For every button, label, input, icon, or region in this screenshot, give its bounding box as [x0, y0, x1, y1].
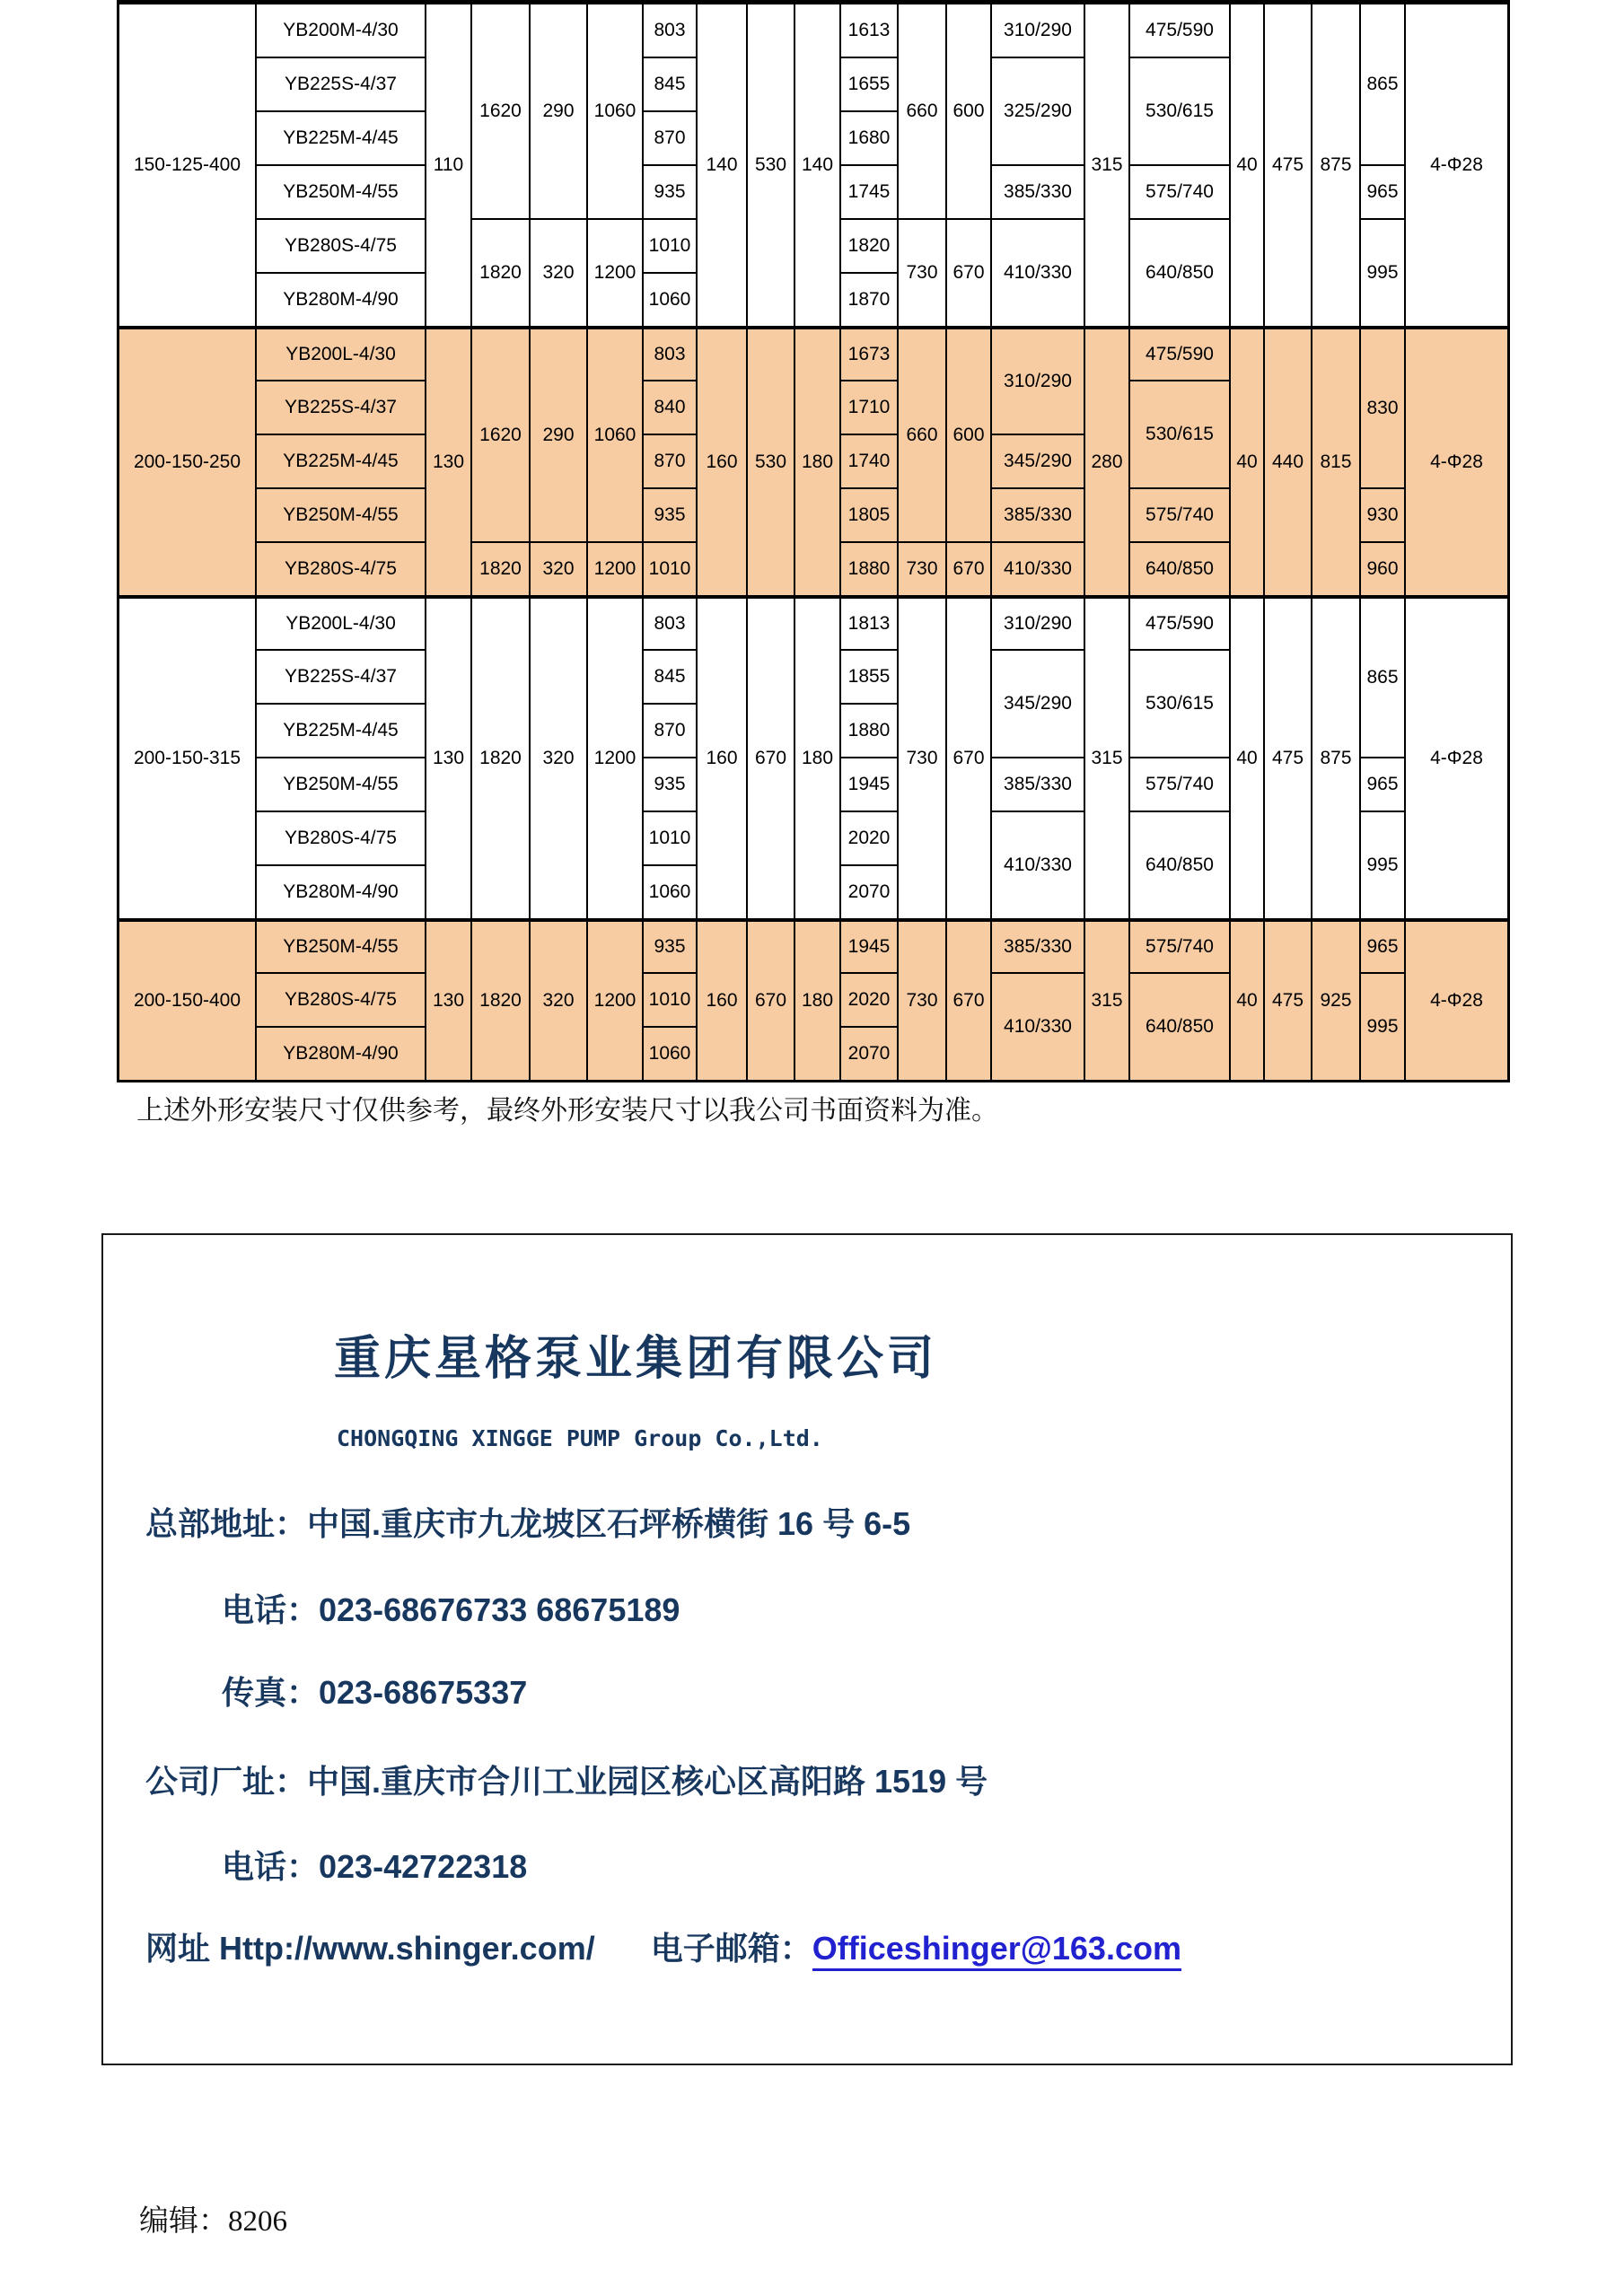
dimension-cell: 130	[426, 597, 470, 918]
dimension-cell: 310/290	[992, 4, 1084, 57]
dimension-cell: 475	[1265, 920, 1311, 1080]
dimension-cell: 180	[795, 597, 839, 918]
dimension-cell: 1200	[588, 920, 642, 1080]
dimension-cell: 1200	[588, 220, 642, 326]
dimension-cell: 140	[698, 4, 746, 326]
pump-model-cell: YB280S-4/75	[257, 974, 425, 1026]
email-link[interactable]: Officeshinger@163.com	[812, 1930, 1181, 1971]
dimension-cell: 965	[1361, 758, 1404, 811]
pump-model-cell: YB200M-4/30	[257, 4, 425, 57]
dimension-cell: 935	[644, 920, 696, 972]
pump-size-cell: 200-150-250	[119, 328, 255, 595]
footnote: 上述外形安装尺寸仅供参考，最终外形安装尺寸以我公司书面资料为准。	[136, 1096, 998, 1126]
dimension-cell: 935	[644, 489, 696, 541]
pump-size-cell: 200-150-315	[119, 597, 255, 918]
dimension-cell: 530	[748, 328, 794, 595]
dimension-cell: 320	[531, 920, 586, 1080]
pump-model-cell: YB250M-4/55	[257, 920, 425, 972]
dimension-cell: 180	[795, 328, 839, 595]
dimension-cell: 670	[947, 220, 990, 326]
dimension-cell: 803	[644, 328, 696, 380]
dimension-cell: 130	[426, 920, 470, 1080]
dimension-cell: 345/290	[992, 435, 1084, 487]
dimension-cell: 530/615	[1130, 58, 1229, 164]
dimension-cell: 40	[1231, 920, 1263, 1080]
dimension-cell: 1613	[841, 4, 897, 57]
dimension-cell: 670	[947, 543, 990, 595]
dimension-cell: 315	[1085, 4, 1128, 326]
dimension-cell: 4-Φ28	[1406, 920, 1507, 1080]
pump-model-cell: YB200L-4/30	[257, 597, 425, 649]
dimension-cell: 1620	[472, 328, 529, 541]
dimension-cell: 4-Φ28	[1406, 4, 1507, 326]
dimension-cell: 865	[1361, 4, 1404, 164]
dimension-cell: 325/290	[992, 58, 1084, 164]
dimension-cell: 1880	[841, 705, 897, 757]
dimension-cell: 130	[426, 328, 470, 595]
dimension-cell: 930	[1361, 489, 1404, 541]
dimension-cell: 845	[644, 651, 696, 703]
dimension-cell: 730	[899, 220, 945, 326]
pump-model-cell: YB225S-4/37	[257, 58, 425, 110]
editor-note: 编辑：8206	[139, 2205, 287, 2238]
dimension-cell: 640/850	[1130, 812, 1229, 918]
dimension-cell: 875	[1312, 4, 1359, 326]
dimension-cell: 320	[531, 597, 586, 918]
dimension-cell: 160	[698, 328, 746, 595]
dimension-cell: 1820	[472, 543, 529, 595]
factory-phone-line	[222, 1842, 527, 1888]
dimension-cell: 730	[899, 920, 945, 1080]
dimension-cell: 2020	[841, 812, 897, 864]
pump-size-cell: 200-150-400	[119, 920, 255, 1080]
dimension-cell: 865	[1361, 597, 1404, 757]
dimension-cell: 1060	[588, 328, 642, 541]
pump-model-cell: YB250M-4/55	[257, 758, 425, 811]
dimension-cell: 803	[644, 597, 696, 649]
dimension-cell: 475/590	[1130, 597, 1229, 649]
dimension-cell: 530/615	[1130, 651, 1229, 757]
dimension-cell: 1745	[841, 166, 897, 218]
dimension-cell: 4-Φ28	[1406, 328, 1507, 595]
dimension-cell: 280	[1085, 328, 1128, 595]
dimension-cell: 315	[1085, 597, 1128, 918]
dimension-cell: 575/740	[1130, 489, 1229, 541]
dimension-cell: 640/850	[1130, 220, 1229, 326]
dimension-cell: 1880	[841, 543, 897, 595]
hq-address-value: 中国.重庆市九龙坡区石坪桥横街 16 号 6-5	[307, 1505, 911, 1542]
company-name-cn: 重庆星格泵业集团有限公司	[334, 1333, 938, 1385]
dimension-cell: 870	[644, 435, 696, 487]
dimension-cell: 310/290	[992, 597, 1084, 649]
dimension-cell: 410/330	[992, 220, 1084, 326]
dimension-cell: 1820	[472, 597, 529, 918]
pump-model-cell: YB225M-4/45	[257, 112, 425, 164]
dimension-cell: 830	[1361, 328, 1404, 487]
dimension-cell: 110	[426, 4, 470, 326]
pump-model-cell: YB280S-4/75	[257, 543, 425, 595]
pump-model-cell: YB225S-4/37	[257, 381, 425, 434]
pump-model-cell: YB250M-4/55	[257, 166, 425, 218]
dimension-cell: 935	[644, 758, 696, 811]
website-url: Http://www.shinger.com/	[219, 1930, 595, 1967]
dimension-cell: 2020	[841, 974, 897, 1026]
dimension-cell: 965	[1361, 166, 1404, 218]
dimension-cell: 1010	[644, 220, 696, 272]
dimension-cell: 475/590	[1130, 328, 1229, 380]
dimension-cell: 140	[795, 4, 839, 326]
dimension-cell: 1710	[841, 381, 897, 434]
dimension-cell: 385/330	[992, 758, 1084, 811]
dimension-cell: 1813	[841, 597, 897, 649]
pump-model-cell: YB225M-4/45	[257, 435, 425, 487]
dimension-cell: 2070	[841, 866, 897, 918]
dimension-cell: 670	[748, 597, 794, 918]
dimension-cell: 600	[947, 328, 990, 541]
dimension-cell: 640/850	[1130, 974, 1229, 1080]
dimension-cell: 530	[748, 4, 794, 326]
dimension-cell: 1673	[841, 328, 897, 380]
dimension-cell: 40	[1231, 597, 1263, 918]
pump-size-cell: 150-125-400	[119, 4, 255, 326]
dimension-cell: 1060	[644, 1028, 696, 1080]
hq-phone-value: 023-68676733 68675189	[319, 1591, 680, 1628]
dimension-cell: 875	[1312, 597, 1359, 918]
factory-phone-value: 023-42722318	[319, 1848, 528, 1885]
dimension-cell: 1820	[472, 220, 529, 326]
dimension-cell: 640/850	[1130, 543, 1229, 595]
dimension-cell: 410/330	[992, 543, 1084, 595]
dimension-cell: 385/330	[992, 166, 1084, 218]
dimension-cell: 845	[644, 58, 696, 110]
dimension-cell: 995	[1361, 220, 1404, 326]
fax-line	[222, 1668, 527, 1713]
dimension-cell: 1060	[644, 274, 696, 326]
company-name-en: CHONGQING XINGGE PUMP Group Co.,Ltd.	[337, 1425, 823, 1451]
dimension-cell: 1945	[841, 920, 897, 972]
dimension-cell: 1820	[472, 920, 529, 1080]
dimension-cell: 2070	[841, 1028, 897, 1080]
dimension-cell: 440	[1265, 328, 1311, 595]
dimension-cell: 1200	[588, 597, 642, 918]
website-email-line	[145, 1924, 1181, 1969]
pump-model-cell: YB200L-4/30	[257, 328, 425, 380]
dimension-cell: 670	[947, 597, 990, 918]
dimension-cell: 575/740	[1130, 166, 1229, 218]
dimension-cell: 40	[1231, 328, 1263, 595]
website-label: 网址	[145, 1930, 220, 1967]
dimension-cell: 320	[531, 543, 586, 595]
dimension-cell: 960	[1361, 543, 1404, 595]
email-label: 电子邮箱：	[650, 1930, 812, 1967]
hq-address-label: 总部地址：	[145, 1505, 308, 1542]
dimension-cell: 475/590	[1130, 4, 1229, 57]
hq-phone-line	[222, 1585, 680, 1631]
dimensions-table	[117, 0, 1510, 1082]
dimension-cell: 670	[748, 920, 794, 1080]
dimension-cell: 1680	[841, 112, 897, 164]
dimension-cell: 1620	[472, 4, 529, 218]
dimension-cell: 160	[698, 597, 746, 918]
dimension-cell: 385/330	[992, 489, 1084, 541]
dimension-cell: 730	[899, 597, 945, 918]
dimension-cell: 935	[644, 166, 696, 218]
dimension-cell: 1010	[644, 974, 696, 1026]
dimension-cell: 870	[644, 705, 696, 757]
dimension-cell: 1655	[841, 58, 897, 110]
factory-address-line	[145, 1757, 988, 1802]
dimension-cell: 840	[644, 381, 696, 434]
dimension-cell: 575/740	[1130, 920, 1229, 972]
dimension-cell: 160	[698, 920, 746, 1080]
pump-model-cell: YB280S-4/75	[257, 812, 425, 864]
dimension-cell: 475	[1265, 597, 1311, 918]
dimension-cell: 1010	[644, 812, 696, 864]
dimension-cell: 1200	[588, 543, 642, 595]
dimension-cell: 1805	[841, 489, 897, 541]
factory-address-value: 中国.重庆市合川工业园区核心区高阳路 1519 号	[307, 1763, 988, 1800]
pump-model-cell: YB280M-4/90	[257, 1028, 425, 1080]
dimension-cell: 995	[1361, 974, 1404, 1080]
factory-phone-label: 电话：	[222, 1848, 320, 1885]
dimension-cell: 1060	[644, 866, 696, 918]
dimension-cell: 40	[1231, 4, 1263, 326]
pump-model-cell: YB225M-4/45	[257, 705, 425, 757]
dimension-cell: 180	[795, 920, 839, 1080]
dimension-cell: 1060	[588, 4, 642, 218]
dimension-cell: 815	[1312, 328, 1359, 595]
dimension-cell: 1740	[841, 435, 897, 487]
dimension-cell: 870	[644, 112, 696, 164]
dimension-cell: 385/330	[992, 920, 1084, 972]
dimension-cell: 1855	[841, 651, 897, 703]
dimension-cell: 660	[899, 4, 945, 218]
dimension-cell: 575/740	[1130, 758, 1229, 811]
pump-model-cell: YB280M-4/90	[257, 866, 425, 918]
company-info-box	[101, 1233, 1513, 2065]
dimension-cell: 730	[899, 543, 945, 595]
dimension-cell: 995	[1361, 812, 1404, 918]
dimension-cell: 315	[1085, 920, 1128, 1080]
dimension-cell: 1945	[841, 758, 897, 811]
dimension-cell: 410/330	[992, 974, 1084, 1080]
dimension-cell: 925	[1312, 920, 1359, 1080]
dimension-cell: 1820	[841, 220, 897, 272]
factory-address-label: 公司厂址：	[145, 1763, 308, 1800]
dimension-cell: 345/290	[992, 651, 1084, 757]
hq-phone-label: 电话：	[222, 1591, 320, 1628]
dimension-cell: 410/330	[992, 812, 1084, 918]
dimension-cell: 803	[644, 4, 696, 57]
dimension-cell: 475	[1265, 4, 1311, 326]
pump-model-cell: YB225S-4/37	[257, 651, 425, 703]
pump-model-cell: YB280M-4/90	[257, 274, 425, 326]
fax-value: 023-68675337	[319, 1674, 528, 1711]
dimension-cell: 530/615	[1130, 381, 1229, 487]
dimension-cell: 670	[947, 920, 990, 1080]
dimension-cell: 320	[531, 220, 586, 326]
pump-model-cell: YB280S-4/75	[257, 220, 425, 272]
dimension-cell: 290	[531, 4, 586, 218]
dimension-cell: 4-Φ28	[1406, 597, 1507, 918]
fax-label: 传真：	[222, 1674, 320, 1711]
dimension-cell: 600	[947, 4, 990, 218]
dimension-cell: 1010	[644, 543, 696, 595]
dimension-cell: 1870	[841, 274, 897, 326]
dimension-cell: 290	[531, 328, 586, 541]
dimension-cell: 310/290	[992, 328, 1084, 434]
dimension-cell: 965	[1361, 920, 1404, 972]
dimension-cell: 660	[899, 328, 945, 541]
pump-model-cell: YB250M-4/55	[257, 489, 425, 541]
hq-address-line	[145, 1499, 910, 1545]
